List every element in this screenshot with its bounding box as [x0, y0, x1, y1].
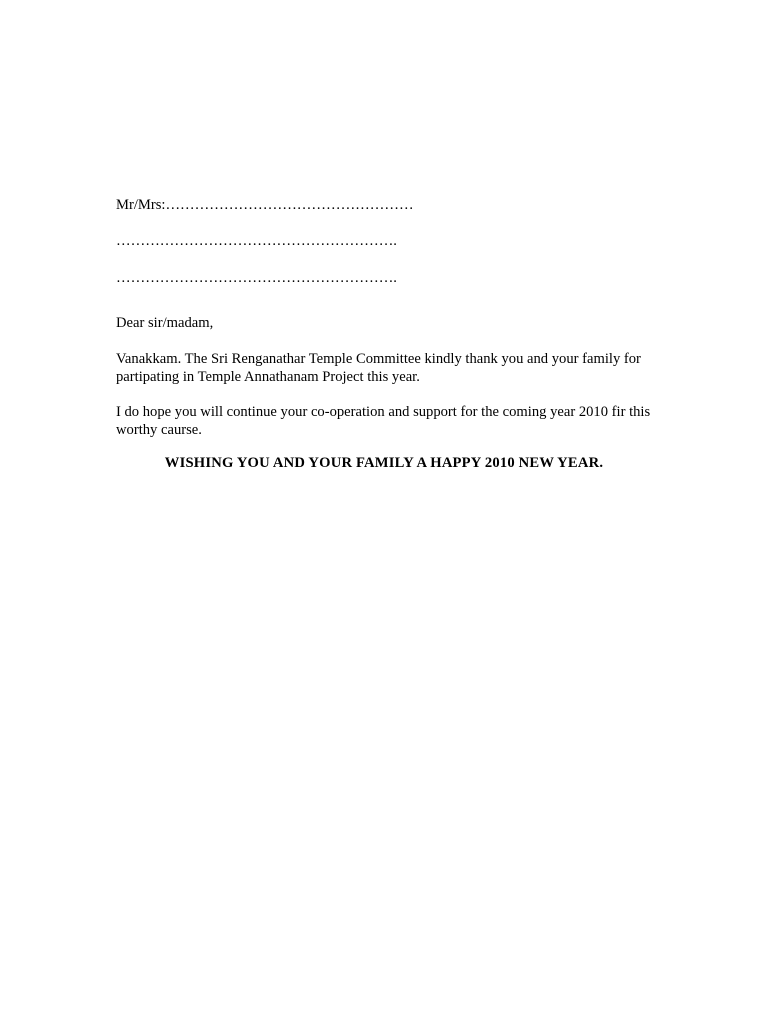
support-paragraph: I do hope you will continue your co-operation and support for the coming year 2010 fir this worthy caurse.	[116, 404, 651, 438]
address-line-3: ………………………………………………….	[116, 270, 397, 286]
new-year-greeting: WISHING YOU AND YOUR FAMILY A HAPPY 2010 NEW YEAR.	[164, 455, 604, 471]
thank-you-paragraph: Vanakkam. The Sri Renganathar Temple Committee kindly thank you and your family for partipating in Temple Annathanam Project this year.	[116, 351, 641, 385]
address-line-name: Mr/Mrs:……………………………………………	[116, 197, 414, 213]
salutation: Dear sir/madam,	[116, 315, 214, 331]
letter-body	[116, 196, 661, 472]
address-line-2: ………………………………………………….	[116, 233, 397, 249]
